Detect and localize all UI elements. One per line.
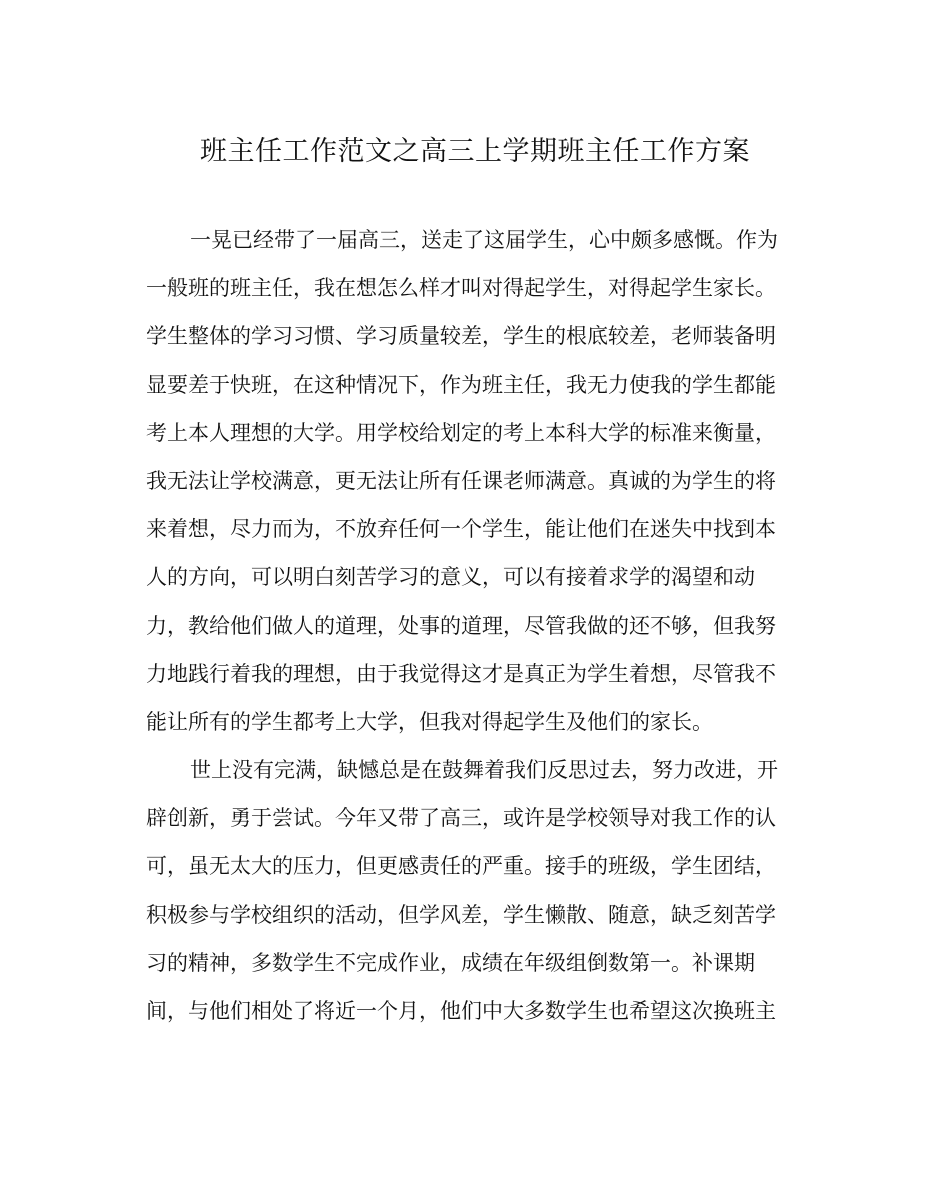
paragraph-1-line-11: 能让所有的学生都考上大学，但我对得起学生及他们的家长。	[146, 709, 713, 734]
paragraph-1-line-6: 我无法让学校满意，更无法让所有任课老师满意。真诚的为学生的将	[146, 468, 776, 493]
paragraph-1-line-8: 人的方向，可以明白刻苦学习的意义，可以有接着求学的渴望和动	[146, 565, 755, 590]
paragraph-1-line-7: 来着想，尽力而为，不放弃任何一个学生，能让他们在迷失中找到本	[146, 517, 776, 542]
paragraph-2-line-1: 世上没有完满，缺憾总是在鼓舞着我们反思过去，努力改进，开	[190, 758, 778, 783]
paragraph-1-line-9: 力，教给他们做人的道理，处事的道理，尽管我做的还不够，但我努	[146, 613, 776, 638]
page-title: 班主任工作范文之高三上学期班主任工作方案	[200, 136, 750, 167]
document-body	[146, 216, 810, 1035]
paragraph-2-line-2: 辟创新，勇于尝试。今年又带了高三，或许是学校领导对我工作的认	[146, 806, 776, 831]
paragraph-1-line-4: 显要差于快班，在这种情况下，作为班主任，我无力使我的学生都能	[146, 372, 776, 397]
paragraph-1-line-1: 一晃已经带了一届高三，送走了这届学生，心中颇多感慨。作为	[190, 228, 778, 252]
paragraph-1-line-10: 力地践行着我的理想，由于我觉得这才是真正为学生着想，尽管我不	[146, 661, 776, 686]
paragraph-2-line-4: 积极参与学校组织的活动，但学风差，学生懒散、随意，缺乏刻苦学	[146, 902, 776, 927]
paragraph-2-line-5: 习的精神，多数学生不完成作业，成绩在年级组倒数第一。补课期	[146, 950, 755, 975]
paragraph-1-line-2: 一般班的班主任，我在想怎么样才叫对得起学生，对得起学生家长。	[146, 276, 776, 301]
paragraph-1-line-3: 学生整体的学习习惯、学习质量较差，学生的根底较差，老师装备明	[146, 324, 776, 349]
paragraph-1-line-5: 考上本人理想的大学。用学校给划定的考上本科大学的标准来衡量，	[146, 420, 776, 445]
paragraph-2-line-6: 间，与他们相处了将近一个月，他们中大多数学生也希望这次换班主	[146, 999, 776, 1023]
paragraph-2-line-3: 可，虽无太大的压力，但更感责任的严重。接手的班级，学生团结，	[146, 854, 776, 879]
